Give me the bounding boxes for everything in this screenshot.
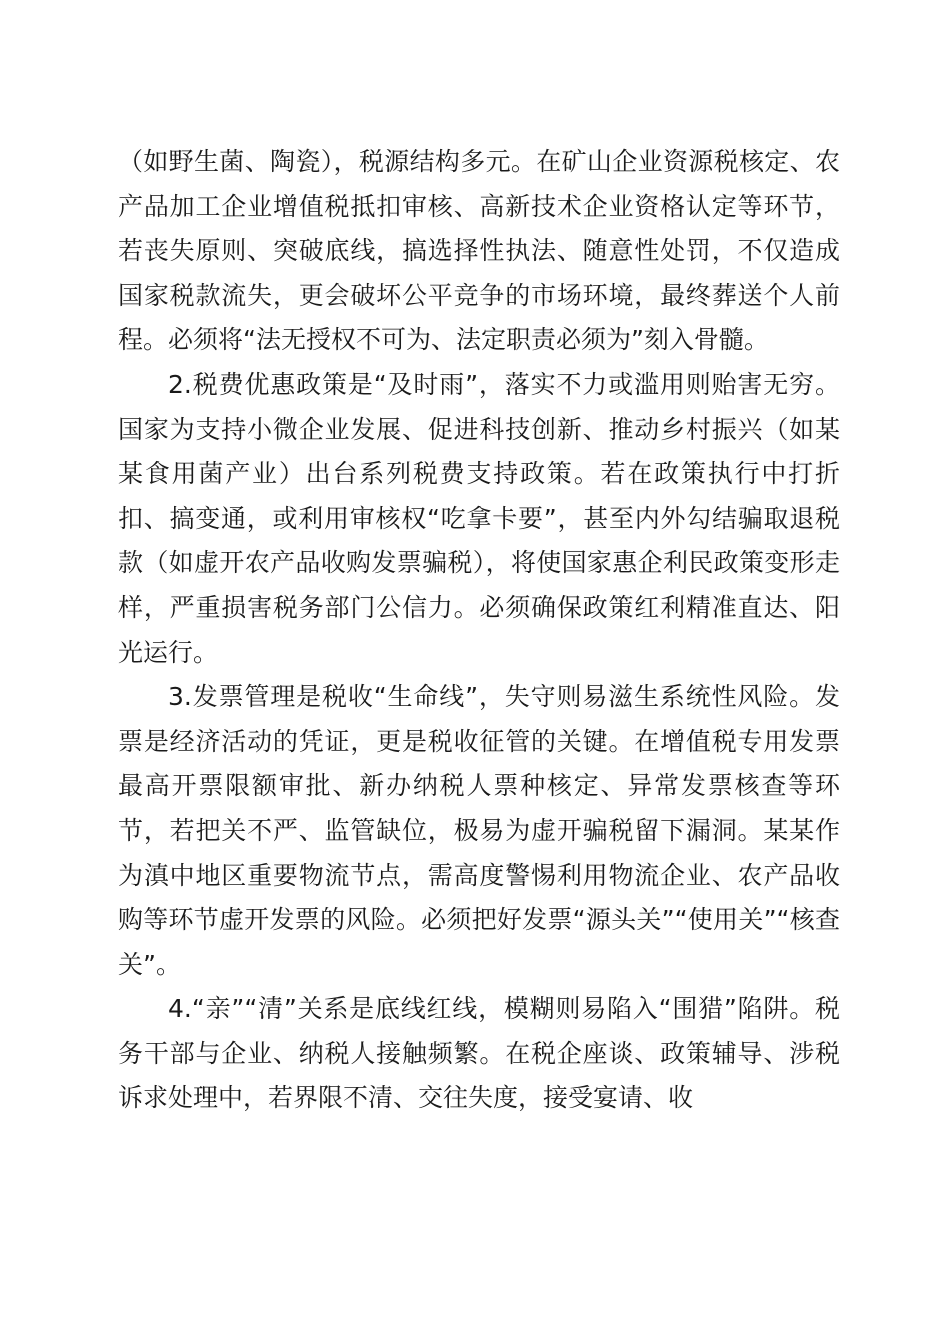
paragraph-2: 2.税费优惠政策是“及时雨”，落实不力或滥用则贻害无穷。国家为支持小微企业发展、促进科技创新、推动乡村振兴（如某某食用菌产业）出台系列税费支持政策。若在政策执行中打折扣、搞变通，或利用审核权“吃拿卡要”，甚至内外勾结骗取退税款（如虚开农产品收购发票骗税），将使国家惠企利民政策变形走样，严重损害税务部门公信力。必须确保政策红利精准直达、阳光运行。 <box>118 369 840 667</box>
document-body <box>118 140 840 1121</box>
paragraph-1: （如野生菌、陶瓷），税源结构多元。在矿山企业资源税核定、农产品加工企业增值税抵扣审核、高新技术企业资格认定等环节，若丧失原则、突破底线，搞选择性执法、随意性处罚，不仅造成国家税款流失，更会破坏公平竞争的市场环境，最终葬送个人前程。必须将“法无授权不可为、法定职责必须为”刻入骨髓。 <box>118 147 840 355</box>
paragraph-3: 3.发票管理是税收“生命线”，失守则易滋生系统性风险。发票是经济活动的凭证，更是税收征管的关键。在增值税专用发票最高开票限额审批、新办纳税人票种核定、异常发票核查等环节，若把关不严、监管缺位，极易为虚开骗税留下漏洞。某某作为滇中地区重要物流节点，需高度警惕利用物流企业、农产品收购等环节虚开发票的风险。必须把好发票“源头关”“使用关”“核查关”。 <box>118 682 840 979</box>
paragraph-4: 4.“亲”“清”关系是底线红线，模糊则易陷入“围猎”陷阱。税务干部与企业、纳税人接触频繁。在税企座谈、政策辅导、涉税诉求处理中，若界限不清、交往失度，接受宴请、收 <box>118 994 840 1113</box>
